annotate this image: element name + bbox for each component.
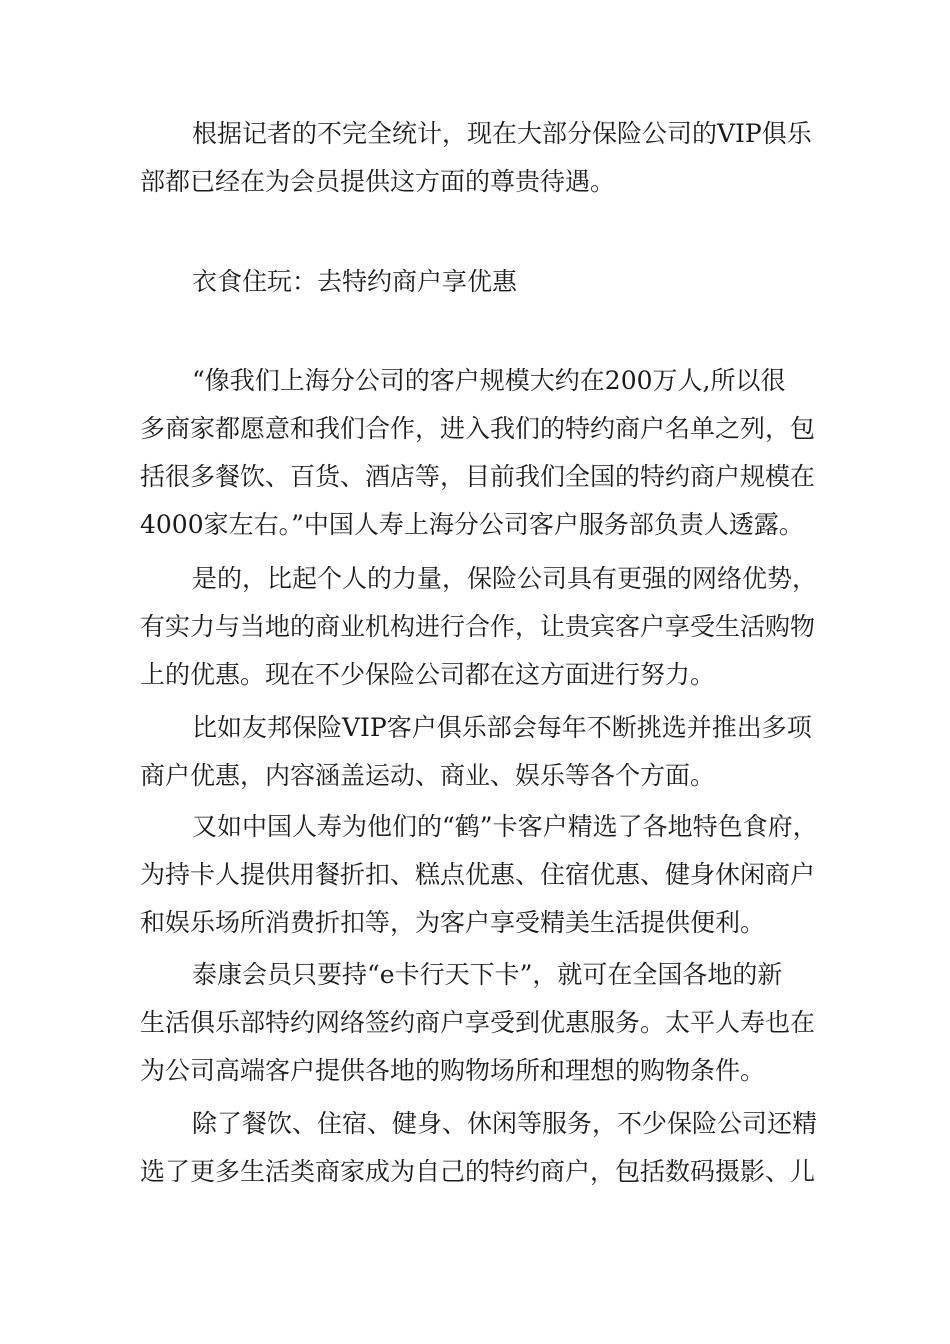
paragraph-network-advantage	[140, 555, 840, 699]
paragraph-aia-example	[140, 704, 840, 800]
paragraph-vip-club-stats	[140, 110, 840, 206]
text-line: 括很多餐饮、百货、酒店等，目前我们全国的特约商户规模在	[140, 462, 816, 491]
text-line: 为公司高端客户提供各地的购物场所和理想的购物条件。	[140, 1056, 766, 1085]
text-line: 生活俱乐部特约网络签约商户享受到优惠服务。太平人寿也在	[140, 1008, 816, 1037]
text-line: 上的优惠。现在不少保险公司都在这方面进行努力。	[140, 660, 716, 689]
text-line: 又如中国人寿为他们的“鹤”卡客户精选了各地特色食府，	[192, 812, 818, 841]
text-line: 有实力与当地的商业机构进行合作，让贵宾客户享受生活购物	[140, 612, 816, 641]
text-line: 为持卡人提供用餐折扣、糕点优惠、住宿优惠、健身休闲商户	[140, 860, 816, 889]
text-line: 4000家左右。”中国人寿上海分公司客户服务部负责人透露。	[140, 510, 804, 539]
paragraph-quote-shanghai	[140, 357, 840, 549]
section-heading	[140, 258, 840, 306]
text-line: 根据记者的不完全统计，现在大部分保险公司的VIP俱乐	[192, 119, 812, 148]
text-line: 比如友邦保险VIP客户俱乐部会每年不断挑选并推出多项	[192, 713, 812, 742]
text-line: 多商家都愿意和我们合作，进入我们的特约商户名单之列，包	[140, 414, 816, 443]
text-line: 和娱乐场所消费折扣等，为客户享受精美生活提供便利。	[140, 908, 766, 937]
heading-text: 衣食住玩：去特约商户享优惠	[192, 267, 518, 296]
text-line: 部都已经在为会员提供这方面的尊贵待遇。	[140, 167, 616, 196]
text-line: 泰康会员只要持“e卡行天下卡”，就可在全国各地的新	[192, 960, 783, 989]
text-line: 是的，比起个人的力量，保险公司具有更强的网络优势，	[192, 564, 818, 593]
text-line: 选了更多生活类商家成为自己的特约商户，包括数码摄影、儿	[140, 1157, 816, 1186]
text-line: “像我们上海分公司的客户规模大约在200万人,所以很	[192, 366, 786, 395]
paragraph-taikang-example	[140, 951, 840, 1095]
paragraph-more-merchants	[140, 1100, 840, 1196]
text-line: 除了餐饮、住宿、健身、休闲等服务，不少保险公司还精	[192, 1109, 818, 1138]
text-line: 商户优惠，内容涵盖运动、商业、娱乐等各个方面。	[140, 761, 716, 790]
paragraph-china-life-example	[140, 803, 840, 947]
